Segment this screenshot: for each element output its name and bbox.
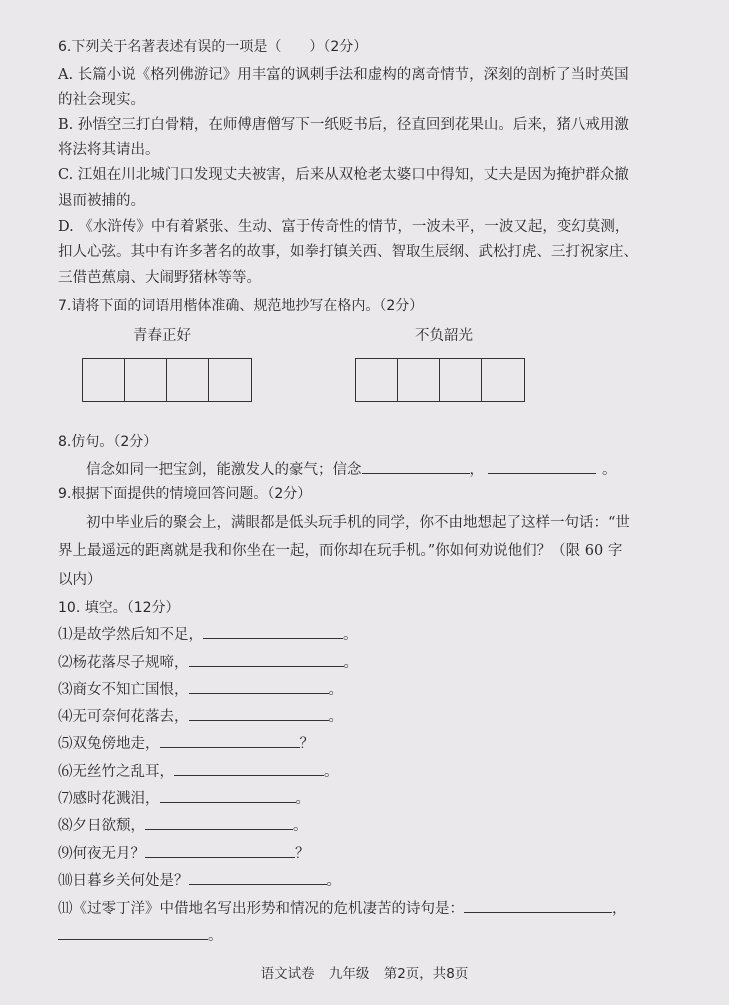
q10-item-2-end: 。 <box>343 655 358 671</box>
q7-word1: 青春正好 <box>133 328 191 344</box>
q6-option-c-line2: 退而被捕的。 <box>58 193 145 209</box>
q7-title: 7.请将下面的词语用楷体准确、规范地抄写在格内。（2分） <box>58 298 424 314</box>
q10-item-8 <box>58 815 689 836</box>
q10-item-6-end: 。 <box>324 764 339 780</box>
grid-cell[interactable] <box>167 359 209 401</box>
q10-item-6 <box>58 761 689 782</box>
q10-item-10-text: ⑽日暮乡关何处是？ <box>58 873 189 889</box>
q10-item-3 <box>58 679 689 700</box>
q10-item-3-blank[interactable] <box>189 679 329 694</box>
q10-item-10-end: 。 <box>326 873 341 889</box>
q10-item-4 <box>58 706 689 727</box>
q6-title: 6.下列关于名著表述有误的一项是（ ）（2分） <box>58 39 368 55</box>
q10-item-4-text: ⑷无可奈何花落去， <box>58 709 189 725</box>
q8-prompt-line <box>86 459 689 480</box>
q6-option-d-line2: 扣人心弦。其中有许多著名的故事，如拳打镇关西、智取生辰纲、武松打虎、三打祝家庄、 <box>58 244 638 260</box>
q10-item-4-end: 。 <box>328 709 343 725</box>
grid-cell[interactable] <box>482 359 524 401</box>
q8-title: 8.仿句。（2分） <box>58 434 158 450</box>
q9-para-line3: 以内） <box>58 572 102 588</box>
q10-title: 10. 填空。（12分） <box>58 600 180 616</box>
q10-item-8-end: 。 <box>293 818 308 834</box>
q8-comma: ， <box>469 462 484 478</box>
q6-option-a-line2: 的社会现实。 <box>58 92 145 108</box>
footer-subject: 语文试卷 <box>260 966 315 982</box>
q10-item-9-end: ？ <box>295 846 310 862</box>
q8-blank-2[interactable] <box>488 459 596 474</box>
footer-grade: 九年级 <box>328 966 370 982</box>
q7-word2: 不负韶光 <box>415 328 473 344</box>
q6-option-d-line1: D. 《水浒传》中有着紧张、生动、富于传奇性的情节，一波未平，一波又起，变幻莫测， <box>58 219 630 235</box>
q9-para-line2: 界上最遥远的距离就是我和你坐在一起，而你却在玩手机。”你如何劝说他们？（限 60 字 <box>58 543 623 559</box>
q8-prompt: 信念如同一把宝剑，能激发人的豪气；信念 <box>86 462 362 478</box>
grid-cell[interactable] <box>356 359 398 401</box>
grid-cell[interactable] <box>209 359 251 401</box>
page-footer <box>0 962 729 982</box>
q6-option-b-line1: B. 孙悟空三打白骨精，在师傅唐僧写下一纸贬书后，径直回到花果山。后来，猪八戒用激 <box>58 117 629 133</box>
q10-item-9-blank[interactable] <box>145 843 295 858</box>
q10-item-9 <box>58 843 689 864</box>
q10-item-11-blank-2[interactable] <box>58 925 208 940</box>
q10-item-11-blank[interactable] <box>464 898 612 913</box>
q10-item-3-end: 。 <box>328 682 343 698</box>
q6-option-a-line1: A. 长篇小说《格列佛游记》用丰富的讽刺手法和虚构的离奇情节，深刻的剖析了当时英国 <box>58 67 629 83</box>
q10-item-5-end: ？ <box>299 736 314 752</box>
q10-item-7-blank[interactable] <box>160 788 296 803</box>
q10-item-7-end: 。 <box>295 791 310 807</box>
grid-cell[interactable] <box>440 359 482 401</box>
q10-item-11-continuation <box>58 925 689 946</box>
q8-period: 。 <box>602 462 617 478</box>
q10-item-10-blank[interactable] <box>189 870 327 885</box>
q10-item-1-text: ⑴是故学然后知不足， <box>58 627 203 643</box>
q10-item-7-text: ⑺感时花溅泪， <box>58 791 160 807</box>
q10-item-6-text: ⑹无丝竹之乱耳， <box>58 764 174 780</box>
q10-item-9-text: ⑼何夜无月？ <box>58 846 145 862</box>
q10-item-8-blank[interactable] <box>145 815 293 830</box>
q10-item-1-end: 。 <box>343 627 358 643</box>
q10-item-4-blank[interactable] <box>189 706 329 721</box>
q8-blank-1[interactable] <box>362 459 470 474</box>
q10-item-8-text: ⑻夕日欲颓， <box>58 818 145 834</box>
q10-item-11-text: ⑾《过零丁洋》中借地名写出形势和情况的危机凄苦的诗句是： <box>58 901 464 917</box>
q6-option-d-line3: 三借芭蕉扇、大闹野猪林等等。 <box>58 270 261 286</box>
q7-writing-grid-1[interactable] <box>82 358 252 402</box>
q7-writing-grid-2[interactable] <box>355 358 525 402</box>
q6-option-b-line2: 将法将其请出。 <box>58 142 160 158</box>
grid-cell[interactable] <box>125 359 167 401</box>
q10-item-1-blank[interactable] <box>203 624 343 639</box>
q10-item-5-blank[interactable] <box>160 733 300 748</box>
grid-cell[interactable] <box>398 359 440 401</box>
q10-item-7 <box>58 788 689 809</box>
grid-cell[interactable] <box>83 359 125 401</box>
q10-item-11 <box>58 898 689 919</box>
q10-item-2-blank[interactable] <box>189 652 344 667</box>
q10-item-11-final-end: 。 <box>208 928 223 944</box>
q9-title: 9.根据下面提供的情境回答问题。（2分） <box>58 486 312 502</box>
q10-item-5 <box>58 733 689 754</box>
q6-option-c-line1: C. 江姐在川北城门口发现丈夫被害，后来从双枪老太婆口中得知，丈夫是因为掩护群众撤 <box>58 167 629 183</box>
q10-item-11-end: ， <box>612 901 627 917</box>
q10-item-2 <box>58 652 689 673</box>
q10-item-5-text: ⑸双兔傍地走， <box>58 736 160 752</box>
q10-item-1 <box>58 624 689 645</box>
q10-item-6-blank[interactable] <box>174 761 324 776</box>
q9-para-line1: 初中毕业后的聚会上，满眼都是低头玩手机的同学，你不由地想起了这样一句话：“世 <box>86 515 630 531</box>
q10-item-2-text: ⑵杨花落尽子规啼， <box>58 655 189 671</box>
q10-item-3-text: ⑶商女不知亡国恨， <box>58 682 189 698</box>
q10-item-10 <box>58 870 689 891</box>
footer-page-number: 第2页，共8页 <box>383 966 469 982</box>
